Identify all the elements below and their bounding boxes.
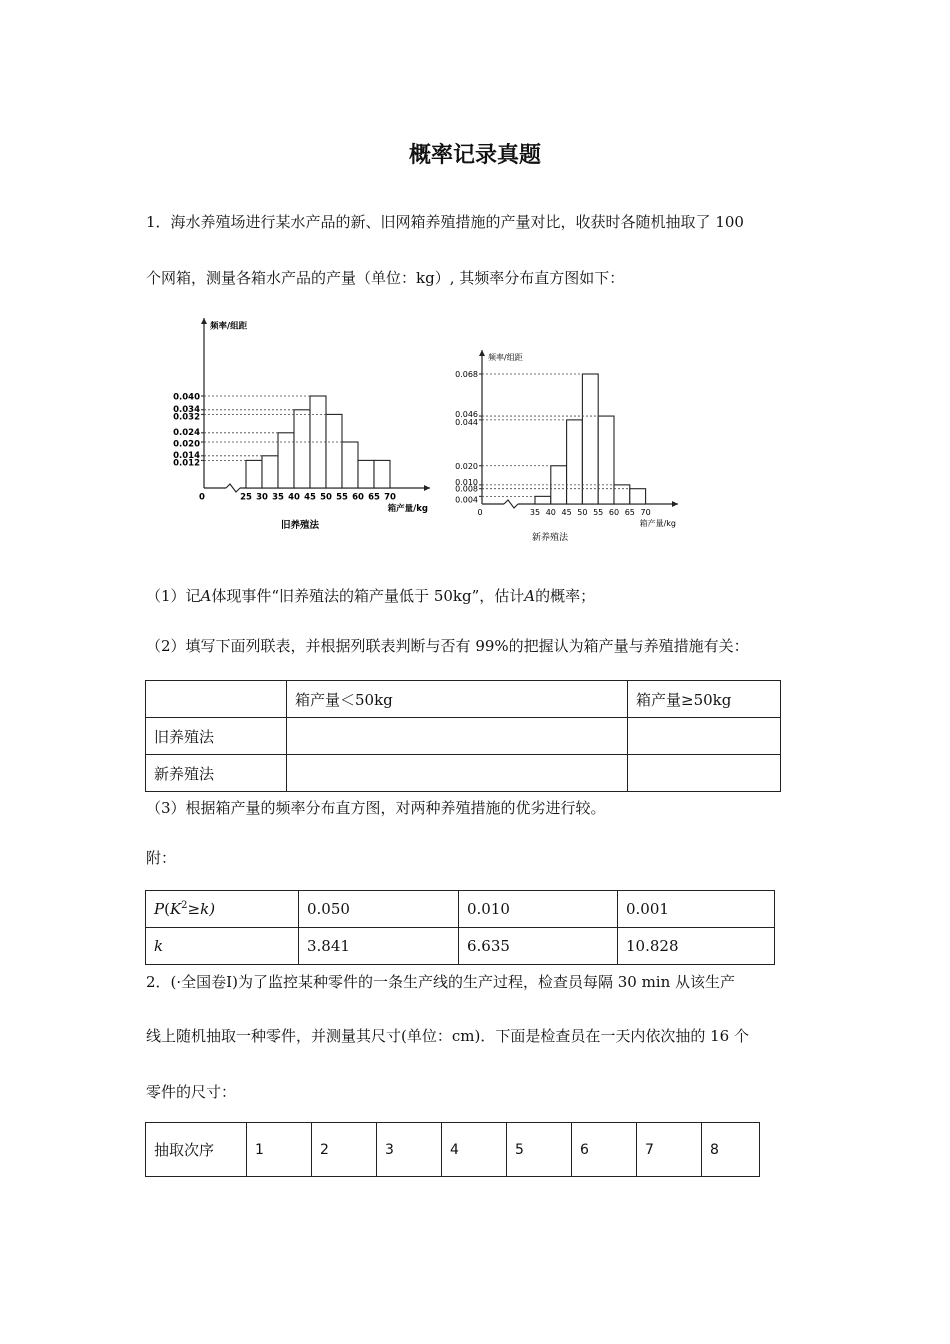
table-cell	[146, 681, 287, 718]
x-axis-label: 箱产量/kg	[387, 504, 428, 514]
q2-line2: 线上随机抽取一种零件，并测量其尺寸(单位：cm)．下面是检查员在一天内依次抽的 16 个	[146, 1027, 749, 1045]
histogram-bar	[326, 414, 342, 488]
table-row	[146, 1123, 760, 1177]
y-tick-label: 0.068	[455, 370, 478, 379]
contingency-table	[145, 680, 781, 792]
y-axis-arrow	[201, 318, 207, 324]
y-tick-label: 0.012	[173, 458, 200, 469]
y-axis-arrow	[479, 350, 485, 356]
x-tick-label: 60	[352, 492, 364, 503]
table-row	[146, 928, 775, 965]
histogram-bar	[614, 485, 630, 504]
y-axis-label: 频率/组距	[488, 353, 523, 362]
y-tick-label: 0.024	[173, 428, 200, 439]
table-cell: 0.010	[459, 891, 618, 928]
x-tick-label: 70	[640, 508, 651, 517]
k-rest: ≥k)	[187, 900, 216, 918]
x-tick-label: 40	[288, 492, 300, 503]
q1-part2: （2）填写下面列联表，并根据列联表判断与否有 99%的把握认为箱产量与养殖措施有关：	[146, 637, 749, 655]
chart-caption: 旧养殖法	[280, 520, 320, 531]
x-tick-label: 35	[272, 492, 284, 503]
table-cell: 箱产量≥50kg	[628, 681, 781, 718]
histogram-bar	[374, 460, 390, 488]
table-cell	[287, 755, 628, 792]
event-var-2: A	[524, 587, 536, 605]
appendix-label: 附：	[146, 849, 177, 867]
x-tick-label: 50	[320, 492, 332, 503]
table-cell: 2	[312, 1123, 377, 1177]
axis-break-mark	[504, 500, 518, 508]
origin-label: 0	[199, 492, 205, 503]
x-tick-label: 40	[545, 508, 556, 517]
histogram-bar	[278, 433, 294, 488]
histogram-bar	[630, 489, 646, 504]
table-cell: 7	[637, 1123, 702, 1177]
table-row	[146, 681, 781, 718]
y-tick-label: 0.008	[455, 484, 478, 494]
y-tick-label: 0.040	[173, 392, 200, 403]
x-tick-label: 45	[304, 492, 316, 503]
x-tick-label: 65	[624, 508, 635, 517]
table-cell: 6	[572, 1123, 637, 1177]
table-cell: 1	[247, 1123, 312, 1177]
critical-value-table	[145, 890, 775, 965]
histogram-bar	[262, 456, 278, 488]
x-tick-label: 45	[561, 508, 572, 517]
histogram-bar	[535, 496, 551, 504]
histogram-bar	[567, 420, 583, 504]
y-tick-label: 0.046	[455, 410, 478, 420]
k-symbol: K	[169, 900, 182, 918]
x-tick-label: 70	[384, 492, 396, 503]
table-row	[146, 891, 775, 928]
table-cell	[287, 718, 628, 755]
table-cell: $P(K^2\ge k)$	[146, 891, 299, 928]
axis-break-mark	[226, 484, 240, 492]
q1-line1: 1．海水养殖场进行某水产品的新、旧网箱养殖措施的产量对比，收获时各随机抽取了 100	[146, 213, 744, 231]
table-cell: 旧养殖法	[146, 718, 287, 755]
histogram-bar	[598, 416, 614, 504]
histogram-old-method	[160, 312, 440, 542]
x-tick-label: 65	[368, 492, 380, 503]
x-tick-label: 25	[240, 492, 252, 503]
table-cell: 5	[507, 1123, 572, 1177]
page-title: 概率记录真题	[408, 143, 541, 168]
exponent: 2	[181, 900, 188, 911]
q2-line1: 2．(·全国卷Ⅰ)为了监控某种零件的一条生产线的生产过程，检查员每隔 30 min 从该生产	[146, 973, 736, 991]
y-tick-label: 0.032	[173, 412, 200, 423]
y-tick-label: 0.020	[173, 439, 200, 450]
q1-line2: 个网箱，测量各箱水产品的产量（单位：kg）, 其频率分布直方图如下：	[146, 269, 625, 287]
chart-caption: 新养殖法	[531, 533, 569, 543]
part1-text-c: 的概率；	[535, 587, 596, 605]
x-axis-arrow	[672, 501, 678, 507]
y-tick-label: 0.014	[173, 451, 200, 462]
table-cell: 4	[442, 1123, 507, 1177]
histogram-bar	[358, 460, 374, 488]
table-cell: 3	[377, 1123, 442, 1177]
table-cell	[628, 718, 781, 755]
y-tick-label: 0.044	[455, 417, 478, 427]
y-axis-label: 频率/组距	[210, 321, 248, 332]
y-tick-label: 0.020	[455, 461, 478, 471]
table-cell: 0.050	[299, 891, 459, 928]
part1-text-b: 体现事件“旧养殖法的箱产量低于 50kg”，估计	[211, 587, 525, 605]
x-axis-label: 箱产量/kg	[639, 519, 676, 528]
table-cell: 0.001	[618, 891, 775, 928]
histogram-new-method	[446, 346, 686, 546]
table-cell: 新养殖法	[146, 755, 287, 792]
y-tick-label: 0.034	[173, 405, 200, 416]
histogram-bar	[246, 460, 262, 488]
q2-line3: 零件的尺寸：	[146, 1083, 237, 1101]
table-cell: k	[146, 928, 299, 965]
table-cell: 10.828	[618, 928, 775, 965]
x-tick-label: 35	[529, 508, 541, 517]
x-tick-label: 30	[256, 492, 268, 503]
table-row	[146, 755, 781, 792]
table-cell: 3.841	[299, 928, 459, 965]
y-tick-label: 0.004	[455, 495, 478, 505]
table-cell	[628, 755, 781, 792]
p-symbol: P	[154, 900, 165, 918]
x-axis-arrow	[424, 485, 430, 491]
q1-part1	[146, 586, 595, 606]
origin-label: 0	[477, 508, 483, 517]
x-tick-label: 55	[593, 508, 604, 517]
table-cell: 箱产量＜50kg	[287, 681, 628, 718]
part1-text-a: （1）记	[146, 587, 201, 605]
table-row	[146, 718, 781, 755]
sample-order-table	[145, 1122, 760, 1177]
x-tick-label: 60	[608, 508, 620, 517]
q1-part3: （3）根据箱产量的频率分布直方图，对两种养殖措施的优劣进行较。	[146, 799, 606, 817]
x-tick-label: 50	[577, 508, 588, 517]
table-cell: 6.635	[459, 928, 618, 965]
y-tick-label: 0.010	[455, 477, 478, 487]
table-cell: 8	[702, 1123, 760, 1177]
event-var: A	[200, 587, 212, 605]
histogram-bar	[294, 410, 310, 488]
histogram-bar	[342, 442, 358, 488]
x-tick-label: 55	[336, 492, 348, 503]
table-cell: 抽取次序	[146, 1123, 247, 1177]
